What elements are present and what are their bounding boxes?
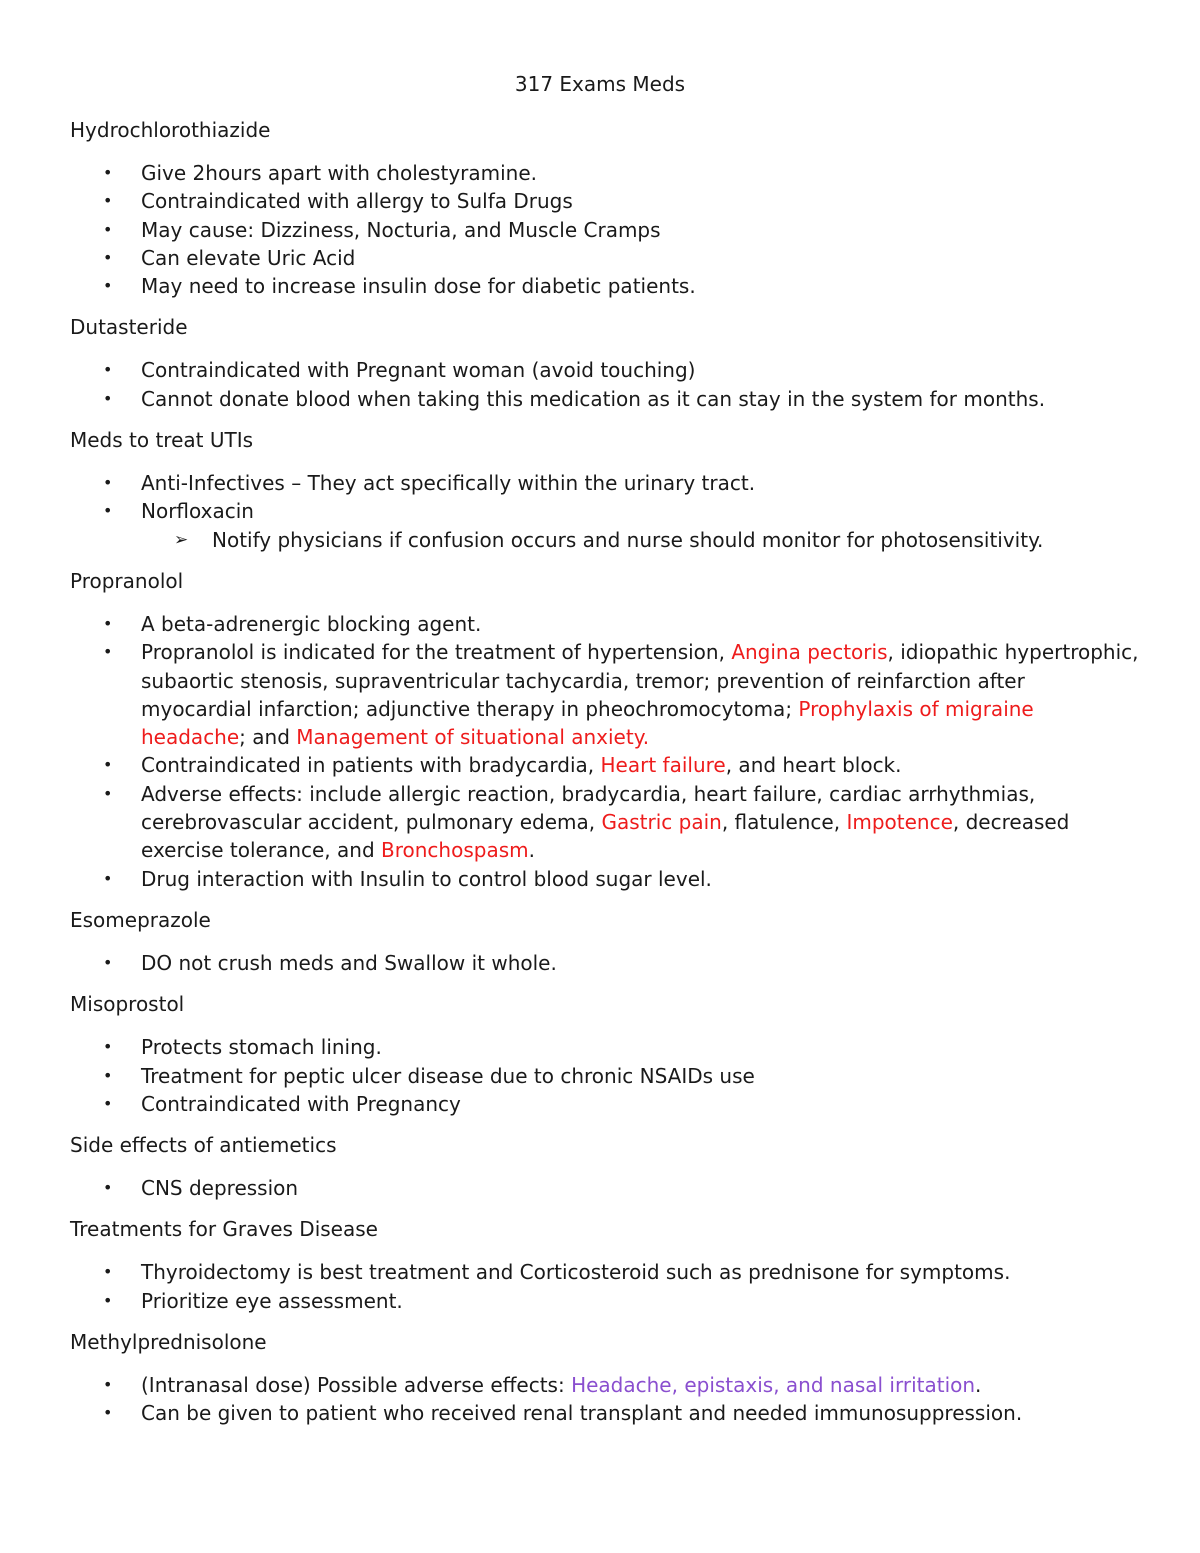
list-item [70,1371,1140,1399]
list-item-text: Contraindicated with Pregnant woman (avoid touching) [141,358,696,383]
section-hydrochlorothiazide [70,116,1140,300]
section-methylprednisolone [70,1328,1140,1428]
bullet-icon: • [103,1093,113,1113]
section-heading: Propranolol [70,568,184,593]
list-item-text: Adverse effects: include allergic reaction, bradycardia, heart failure, cardiac arrhythmias, cerebrovascular accident, pulmonary edema, [141,781,1036,835]
document-title: 317 Exams Meds [514,72,686,96]
section-heading: Meds to treat UTIs [70,428,254,453]
list-item [70,497,1140,554]
list-item-text: Can elevate Uric Acid [141,245,356,270]
list-item [70,469,1140,497]
list-item [70,780,1140,865]
sub-list-item [70,526,1140,554]
list-item-text: Anti-Infectives – They act specifically within the urinary tract. [141,471,756,496]
bullet-icon: • [103,219,113,239]
list-item-text: DO not crush meds and Swallow it whole. [141,950,557,975]
bullet-icon: • [103,1375,113,1395]
list-item [70,1090,1140,1118]
list-item-text: , idiopathic hypertrophic, subaortic stenosis, supraventricular tachycardia, tremor; prevention of reinfarction after myocardial infarction; adjunctive therapy in pheochromocytoma; [141,640,1139,721]
list-item [70,187,1140,215]
section-heading: Esomeprazole [70,907,211,932]
bullet-list [70,1174,1140,1202]
list-item [70,159,1140,187]
bullet-list [70,1258,1140,1315]
highlighted-text: Angina pectoris [731,640,888,665]
list-item-text: Cannot donate blood when taking this medication as it can stay in the system for months. [141,386,1046,411]
bullet-icon: • [103,388,113,408]
sub-list [70,526,1140,554]
bullet-list [70,1371,1140,1428]
bullet-icon: • [103,247,113,267]
highlighted-text: Heart failure [600,753,726,778]
section-heading: Methylprednisolone [70,1330,267,1355]
bullet-icon: • [103,783,113,803]
list-item-text: , and heart block. [725,753,902,778]
bullet-list [70,356,1140,413]
section-dutasteride [70,313,1140,413]
bullet-icon: • [103,613,113,633]
list-item [70,751,1140,779]
list-item-text: , decreased exercise tolerance, and [141,810,1070,863]
section-antiemetics [70,1131,1140,1202]
bullet-icon: • [103,642,113,662]
bullet-icon: • [103,473,113,493]
bullet-icon: • [103,163,113,182]
list-item-text: Contraindicated in patients with bradycardia, [141,753,601,778]
highlighted-text: Bronchospasm [381,838,529,863]
bullet-list [70,469,1140,554]
list-item-text: Drug interaction with Insulin to control blood sugar level. [141,866,712,891]
bullet-icon: • [103,1262,113,1282]
bullet-icon: • [103,1403,113,1423]
section-heading: Treatments for Graves Disease [70,1217,378,1242]
list-item [70,1258,1140,1286]
section-heading: Dutasteride [70,315,188,340]
list-item-text: Treatment for peptic ulcer disease due to chronic NSAIDs use [141,1063,755,1088]
list-item-text: , flatulence, [721,810,847,835]
section-uti-meds [70,426,1140,554]
list-item-text: A beta-adrenergic blocking agent. [141,611,482,636]
list-item-text: CNS depression [141,1176,299,1201]
bullet-list [70,610,1140,893]
list-item [70,1062,1140,1090]
list-item [70,610,1140,638]
bullet-icon: • [103,1037,113,1057]
bullet-icon: • [103,360,113,380]
list-item-text: Contraindicated with Pregnancy [141,1091,461,1116]
list-item-text: Can be given to patient who received renal transplant and needed immunosuppression. [141,1401,1023,1426]
list-item [70,1399,1140,1427]
bullet-icon: • [103,868,113,888]
bullet-icon: • [103,1065,113,1085]
list-item-text: (Intranasal dose) Possible adverse effects: [141,1373,572,1398]
bullet-icon: • [103,501,113,521]
highlighted-text: Impotence [846,810,953,835]
list-item [70,385,1140,413]
list-item-text: Norfloxacin [141,499,254,524]
list-item [70,272,1140,300]
list-item-text: ; and [239,725,297,750]
bullet-icon: • [103,755,113,775]
list-item [70,244,1140,272]
list-item [70,216,1140,244]
list-item-text: Prioritize eye assessment. [141,1288,403,1313]
section-misoprostol [70,990,1140,1118]
list-item-text: Contraindicated with allergy to Sulfa Drugs [141,189,573,214]
bullet-icon: • [103,1178,113,1198]
list-item [70,865,1140,893]
bullet-list [70,1033,1140,1118]
arrow-bullet-icon: ➢ [174,529,189,550]
list-item-text: . [975,1373,982,1398]
list-item [70,1174,1140,1202]
list-item-text: . [528,838,535,863]
bullet-icon: • [103,191,113,211]
section-heading: Hydrochlorothiazide [70,118,271,142]
list-item [70,1287,1140,1315]
list-item-text: May need to increase insulin dose for diabetic patients. [141,274,696,299]
section-graves-disease [70,1215,1140,1315]
list-item-text: Protects stomach lining. [141,1035,382,1060]
list-item-text: Thyroidectomy is best treatment and Corticosteroid such as prednisone for symptoms. [141,1260,1011,1285]
list-item [70,356,1140,384]
section-esomeprazole [70,906,1140,977]
list-item-text: May cause: Dizziness, Nocturia, and Muscle Cramps [141,217,661,242]
sub-list-item-text: Notify physicians if confusion occurs and nurse should monitor for photosensitivity. [212,527,1044,552]
list-item-text: Propranolol is indicated for the treatment of hypertension, [141,640,732,665]
section-heading: Side effects of antiemetics [70,1133,337,1158]
list-item-text: Give 2hours apart with cholestyramine. [141,161,538,185]
bullet-list [70,949,1140,977]
document-page [70,70,1140,1441]
highlighted-text: Management of situational anxiety. [296,725,650,750]
bullet-list [70,159,1140,300]
list-item [70,638,1140,751]
highlighted-text: Prophylaxis of migraine headache [141,696,1034,750]
highlighted-text: Headache, epistaxis, and nasal irritation [571,1373,976,1398]
bullet-icon: • [103,952,113,972]
list-item [70,1033,1140,1061]
bullet-icon: • [103,1290,113,1310]
bullet-icon: • [103,276,113,296]
list-item [70,949,1140,977]
section-propranolol [70,567,1140,893]
highlighted-text: Gastric pain [601,810,722,835]
section-heading: Misoprostol [70,992,185,1017]
